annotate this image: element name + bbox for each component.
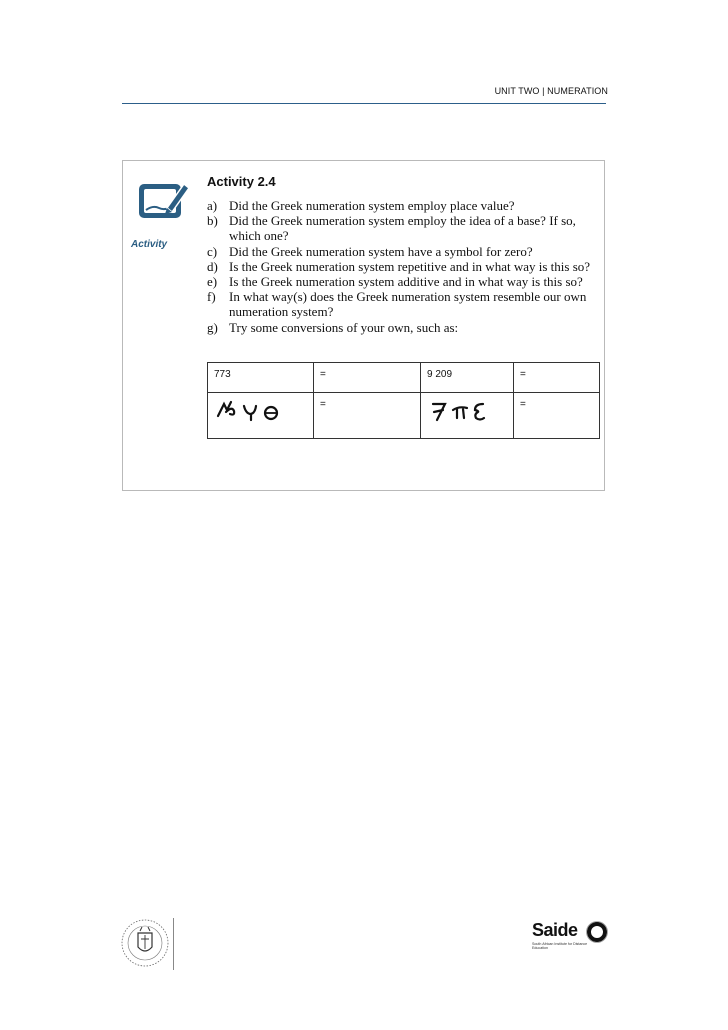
question-text: Did the Greek numeration system employ place value? bbox=[229, 198, 515, 213]
greek-numeral-cell bbox=[208, 393, 314, 439]
greek-numeral-glyphs bbox=[214, 398, 294, 424]
saide-logo-subtext: South African Institute for Distance Education bbox=[532, 942, 588, 950]
table-cell: = bbox=[514, 363, 600, 393]
question-letter: a) bbox=[207, 198, 218, 213]
question-list bbox=[207, 198, 603, 335]
university-crest-logo bbox=[118, 917, 172, 969]
question-text: Did the Greek numeration system have a symbol for zero? bbox=[229, 243, 533, 259]
question-item bbox=[207, 244, 603, 259]
question-item bbox=[207, 259, 603, 274]
question-letter: b) bbox=[207, 213, 218, 229]
saide-logo-wordmark: Saide bbox=[532, 920, 578, 940]
question-text: Is the Greek numeration system repetitive and in what way is this so? bbox=[229, 258, 591, 274]
table-row bbox=[208, 393, 600, 439]
question-item bbox=[207, 198, 603, 213]
running-header: UNIT TWO | NUMERATION bbox=[494, 86, 608, 96]
question-letter: d) bbox=[207, 258, 218, 274]
table-cell: 773 bbox=[208, 363, 314, 393]
footer-divider bbox=[173, 918, 174, 970]
question-item bbox=[207, 289, 603, 319]
conversion-table bbox=[207, 362, 600, 439]
saide-logo bbox=[532, 920, 608, 952]
activity-icon-label: Activity bbox=[131, 239, 168, 250]
table-cell: 9 209 bbox=[421, 363, 514, 393]
table-row bbox=[208, 363, 600, 393]
saide-ring-icon bbox=[586, 921, 608, 943]
question-letter: g) bbox=[207, 319, 218, 335]
table-cell: = bbox=[314, 393, 421, 439]
question-letter: f) bbox=[207, 289, 216, 305]
table-cell: = bbox=[514, 393, 600, 439]
pen-on-tablet-icon bbox=[137, 178, 193, 226]
question-letter: c) bbox=[207, 243, 218, 259]
question-item bbox=[207, 213, 603, 243]
greek-numeral-glyphs bbox=[427, 398, 507, 424]
header-rule bbox=[122, 103, 606, 104]
question-text: Try some conversions of your own, such as: bbox=[229, 319, 459, 335]
table-cell: = bbox=[314, 363, 421, 393]
question-text: Is the Greek numeration system additive and in what way is this so? bbox=[229, 274, 583, 290]
question-text: In what way(s) does the Greek numeration system resemble our own numeration system? bbox=[229, 289, 587, 320]
activity-title: Activity 2.4 bbox=[207, 174, 276, 189]
university-crest-icon bbox=[118, 917, 172, 969]
greek-numeral-cell bbox=[421, 393, 514, 439]
question-item bbox=[207, 320, 603, 335]
question-item bbox=[207, 274, 603, 289]
activity-icon bbox=[131, 178, 193, 250]
question-text: Did the Greek numeration system employ the idea of a base? If so, which one? bbox=[229, 213, 576, 244]
question-letter: e) bbox=[207, 274, 218, 290]
activity-box bbox=[122, 160, 605, 491]
